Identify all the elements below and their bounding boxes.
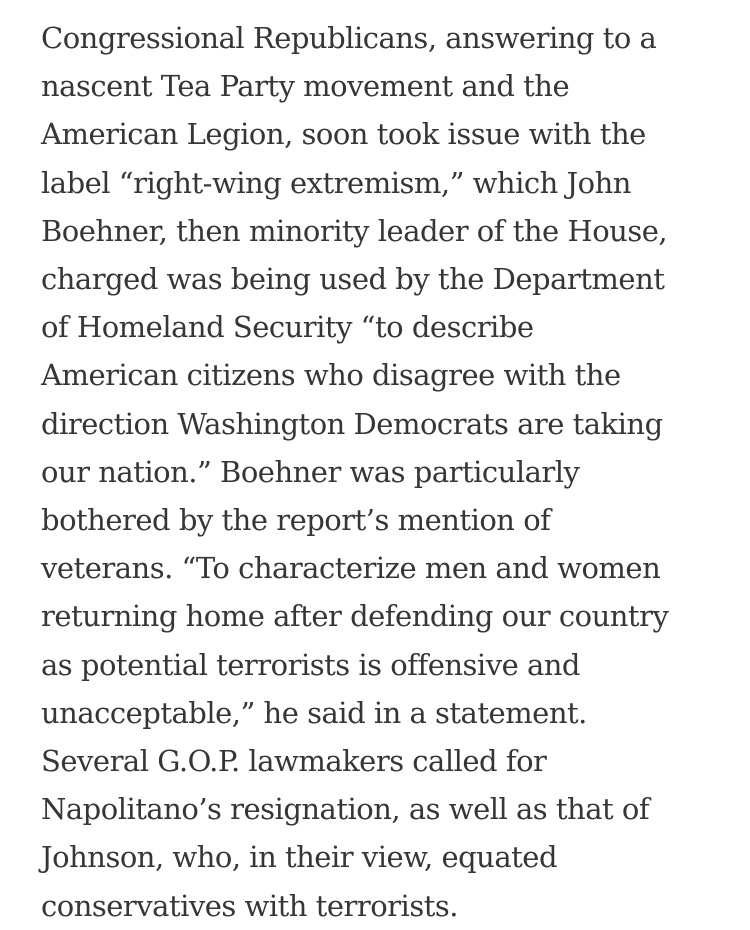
paragraph-line: Boehner, then minority leader of the House, (41, 213, 668, 248)
paragraph-line: of Homeland Security “to describe (41, 310, 534, 345)
paragraph-line: our nation.” Boehner was particularly (41, 454, 580, 489)
paragraph-line: Napolitano’s resignation, as well as that of (41, 792, 650, 827)
paragraph-line: American Legion, soon took issue with the (41, 117, 646, 152)
paragraph-line: Several G.O.P. lawmakers called for (41, 744, 547, 779)
paragraph-line: unacceptable,” he said in a statement. (41, 695, 587, 730)
paragraph-line: conservatives with terrorists. (41, 888, 458, 923)
paragraph-line: nascent Tea Party movement and the (41, 69, 570, 104)
paragraph-line: charged was being used by the Department (41, 262, 665, 297)
paragraph-line: bothered by the report’s mention of (41, 503, 551, 538)
paragraph-line: returning home after defending our country (41, 599, 669, 634)
paragraph-line: American citizens who disagree with the (41, 358, 621, 393)
paragraph-line: label “right-wing extremism,” which John (41, 165, 631, 200)
paragraph-line: veterans. “To characterize men and women (41, 551, 661, 586)
paragraph-line: Johnson, who, in their view, equated (41, 840, 558, 875)
article-paragraph (41, 14, 741, 930)
paragraph-line: as potential terrorists is offensive and (41, 647, 580, 682)
paragraph-line: direction Washington Democrats are taking (41, 406, 663, 441)
paragraph-line: Congressional Republicans, answering to a (41, 21, 657, 55)
